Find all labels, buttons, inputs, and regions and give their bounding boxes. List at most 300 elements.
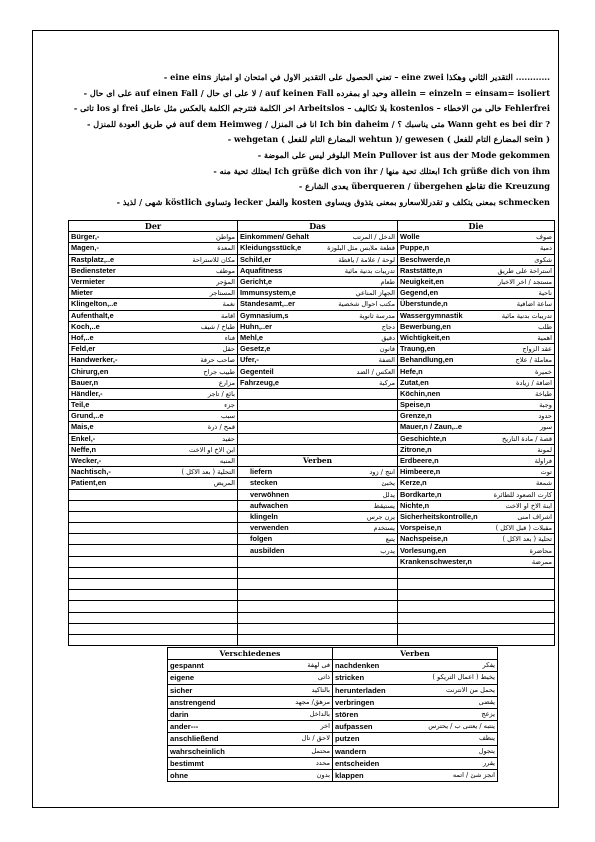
vocab-cell — [69, 590, 238, 601]
vocab-cell — [168, 769, 333, 781]
vocab-cell — [238, 310, 398, 321]
german-word: Zutat,en — [400, 377, 429, 387]
vocab-cell — [238, 321, 398, 332]
table-row — [69, 422, 555, 433]
arabic-translation: ابنة الاخ او الاخت — [505, 501, 552, 510]
vocab-cell — [398, 355, 555, 366]
vocab-cell — [398, 422, 555, 433]
german-word: ander--- — [170, 722, 199, 732]
note-line: - eine eins تعني الحصول على التقدير الاول في امتحان او امتياز – eine zwei التقدير الثاني وهكذا ............ — [163, 72, 550, 82]
arabic-translation: جزء — [224, 401, 235, 410]
german-word: Chirurg,en — [71, 366, 109, 376]
vocab-cell — [238, 590, 398, 601]
arabic-translation: طبيب جراح — [203, 367, 235, 376]
german-word: Traung,en — [400, 344, 436, 354]
table-row — [69, 321, 555, 332]
german-word: wandern — [335, 746, 367, 756]
arabic-translation: قصة / مادة التاريخ — [502, 434, 552, 443]
german-word: Vorspeise,n — [400, 523, 442, 533]
vocab-cell — [69, 623, 238, 634]
german-word: liefern — [250, 467, 273, 477]
table-row — [69, 634, 555, 645]
header-verschiedenes: Verschiedenes — [168, 648, 333, 660]
vocab-cell — [69, 377, 238, 388]
arabic-translation: فراولة — [534, 457, 552, 466]
german-word: Huhn,..er — [240, 321, 273, 331]
german-word: Hefe,n — [400, 366, 423, 376]
german-word: Wichtigkeit,en — [400, 332, 451, 342]
note-line: - على اى حال auf einen Fall / لا على اى حال / auf keinen Fall وحيد او بمفرده allein = einzeln = einsam= isoliert — [83, 87, 550, 98]
vocab-cell — [333, 684, 498, 696]
german-word: Wolle — [400, 232, 420, 242]
vocab-cell — [69, 254, 238, 265]
german-word: Krankenschwester,n — [400, 556, 472, 566]
table-row — [69, 276, 555, 287]
vocab-cell — [168, 745, 333, 757]
german-word: Händler,- — [71, 388, 103, 398]
arabic-translation: التحلية ( بعد الاكل ) — [181, 468, 235, 477]
german-word: Klingelton,..e — [71, 299, 118, 309]
arabic-translation: الضفة — [378, 356, 395, 365]
german-word: Hof,..e — [71, 332, 94, 342]
vocab-cell — [333, 757, 498, 769]
vocab-cell — [238, 422, 398, 433]
arabic-translation: بائع / تاجر — [207, 389, 235, 398]
header-die: Die — [398, 221, 555, 232]
vocab-cell — [398, 232, 555, 243]
german-word: Bauer,n — [71, 377, 99, 387]
vocab-cell — [398, 634, 555, 645]
arabic-translation: مواطن — [215, 233, 235, 242]
vocab-cell — [398, 310, 555, 321]
table-row — [69, 511, 555, 522]
german-word: Raststätte,n — [400, 265, 443, 275]
arabic-translation: طباخة — [535, 389, 552, 398]
german-word: putzen — [335, 734, 360, 744]
arabic-translation: يستخدم — [373, 524, 395, 533]
german-word: Nichte,n — [400, 500, 430, 510]
table-row — [69, 366, 555, 377]
vocab-cell — [398, 411, 555, 422]
arabic-translation: فى لهفة — [307, 661, 330, 670]
arabic-translation: محاضرة — [529, 546, 552, 555]
arabic-translation: ينتبه / يعتنى ب / يحترس — [428, 722, 495, 731]
vocab-cell — [69, 455, 238, 466]
vocab-cell — [398, 455, 555, 466]
vocab-cell — [69, 344, 238, 355]
arabic-translation: توت — [540, 468, 552, 477]
german-word: Zitrone,n — [400, 444, 432, 454]
vocab-cell — [69, 567, 238, 578]
vocab-cell — [238, 355, 398, 366]
german-word: ohne — [170, 770, 189, 780]
arabic-translation: يستيقظ — [373, 501, 395, 510]
german-word: stören — [335, 710, 359, 720]
arabic-translation: موظف — [215, 266, 235, 275]
vocab-cell — [238, 500, 398, 511]
vocab-cell — [398, 265, 555, 276]
vocab-cell — [69, 545, 238, 556]
vocab-cell — [398, 321, 555, 332]
german-word: Wassergymnastik — [400, 310, 463, 320]
table-row — [69, 265, 555, 276]
arabic-translation: حقل — [222, 345, 235, 354]
vocab-cell — [168, 684, 333, 696]
german-word: aufpassen — [335, 722, 373, 732]
german-word: Enkel,- — [71, 433, 96, 443]
vocab-cell — [238, 612, 398, 623]
verben-subheader — [238, 455, 398, 466]
vocab-cell — [69, 579, 238, 590]
arabic-translation: كارت الصعود للطائرة — [493, 490, 552, 499]
arabic-translation: بالداخل — [309, 710, 330, 719]
german-word: nachdenken — [335, 661, 380, 671]
arabic-translation: فناء — [224, 333, 235, 342]
german-word: anstrengend — [170, 697, 216, 707]
german-word: verbringen — [335, 697, 375, 707]
german-word: Handwerker,- — [71, 355, 118, 365]
german-word: stricken — [335, 673, 365, 683]
table-row — [69, 523, 555, 534]
arabic-translation: بالتاكيد — [311, 685, 330, 694]
vocab-cell — [69, 411, 238, 422]
arabic-translation: المريض — [213, 479, 235, 488]
arabic-translation: خميرة — [535, 367, 552, 376]
arabic-translation: شمعة — [535, 479, 552, 488]
arabic-translation: لوحة / علامة / يافطة — [338, 255, 395, 264]
arabic-translation: ممرضة — [531, 557, 552, 566]
arabic-translation: قطعة ملابس مثل البلوزة — [327, 244, 395, 253]
vocab-cell — [238, 634, 398, 645]
arabic-translation: الجهاز المناعي — [355, 289, 395, 298]
german-word: sicher — [170, 685, 193, 695]
note-line: - wehgetan ( المضارع التام للفعل wehtun )/ gewesen ( المضارع التام للفعل sein ) — [227, 134, 550, 145]
vocab-cell — [238, 523, 398, 534]
arabic-translation: تدريبات بدنية مائية — [501, 311, 552, 320]
vocab-cell — [69, 265, 238, 276]
table-row — [168, 672, 498, 684]
german-word: Patient,en — [71, 478, 107, 488]
german-word: klingeln — [250, 511, 278, 521]
notes-section — [60, 70, 550, 210]
german-word: Gymnasium,s — [240, 310, 289, 320]
arabic-translation: عقد الزواج — [522, 345, 552, 354]
arabic-translation: دجاج — [381, 322, 395, 331]
german-word: Gericht,e — [240, 277, 273, 287]
arabic-translation: محدد — [315, 758, 330, 767]
note-line: - في طريق العودة للمنزل auf dem Heimweg / انا فى المنزل Ich bin daheim / متى يناسبك ؟ Wann geht es bei dir ? — [87, 118, 550, 129]
german-word: ausbilden — [250, 545, 285, 555]
table-header-row — [69, 221, 555, 232]
german-word: Köchin,nen — [400, 388, 441, 398]
vocab-cell — [238, 265, 398, 276]
german-word: Gegend,en — [400, 288, 439, 298]
german-word: Neuigkeit,en — [400, 277, 444, 287]
table-row — [69, 455, 555, 466]
vocab-cell — [333, 721, 498, 733]
vocab-cell — [333, 745, 498, 757]
arabic-translation: نغمة — [222, 300, 235, 309]
arabic-translation: طلب — [538, 322, 552, 331]
table-row — [168, 684, 498, 696]
vocab-cell — [238, 366, 398, 377]
arabic-translation: قانون — [379, 345, 395, 354]
vocab-cell — [398, 299, 555, 310]
german-word: Bordkarte,n — [400, 489, 442, 499]
arabic-translation: لاحق / تال — [301, 734, 330, 743]
german-word: verwöhnen — [250, 489, 290, 499]
arabic-translation: ساعة اضافية — [516, 300, 552, 309]
vocab-cell — [69, 467, 238, 478]
table-row — [69, 623, 555, 634]
german-word: Beschwerde,n — [400, 254, 451, 264]
vocab-cell — [238, 411, 398, 422]
table-row — [168, 708, 498, 720]
table-row — [69, 579, 555, 590]
arabic-translation: مكان للاستراحة — [192, 255, 235, 264]
german-word: Grenze,n — [400, 411, 432, 421]
german-word: Bürger,- — [71, 232, 100, 242]
table-row — [69, 254, 555, 265]
table-row — [69, 355, 555, 366]
german-word: Kerze,n — [400, 478, 427, 488]
vocab-cell — [69, 232, 238, 243]
german-word: Magen,- — [71, 243, 99, 253]
arabic-translation: انتج / زود — [369, 468, 395, 477]
arabic-translation: محتمل — [311, 746, 330, 755]
vocab-cell — [398, 601, 555, 612]
arabic-translation: طعام — [380, 278, 395, 287]
vocab-cell — [238, 623, 398, 634]
german-word: bestimmt — [170, 758, 204, 768]
arabic-translation: اخر — [320, 722, 330, 731]
table-row — [168, 721, 498, 733]
arabic-translation: مرهق/ مجهد — [295, 697, 330, 706]
vocab-cell — [333, 660, 498, 672]
german-word: herunterladen — [335, 685, 386, 695]
german-word: Mehl,e — [240, 332, 263, 342]
arabic-translation: يخبئ — [381, 479, 395, 488]
german-word: Vorlesung,en — [400, 545, 447, 555]
vocab-cell — [238, 467, 398, 478]
german-word: Mauer,n / Zaun,..e — [400, 422, 463, 432]
arabic-translation: تدريبات بدنية مائية — [344, 266, 395, 275]
arabic-translation: لمونة — [537, 445, 552, 454]
table-row — [69, 567, 555, 578]
german-word: Ufer,- — [240, 355, 259, 365]
arabic-translation: بدون — [316, 770, 330, 779]
verben-label: Verben — [303, 456, 332, 466]
vocab-cell — [238, 511, 398, 522]
arabic-translation: يرن جرس — [366, 512, 395, 521]
vocab-cell — [69, 433, 238, 444]
arabic-translation: حدود — [538, 412, 552, 421]
arabic-translation: يحمل من الانترنت — [445, 685, 495, 694]
note-line: - شهى / لذيذ köstlich وتساوى lecker والفعل kosten بمعنى يتكلف و تقدرللاسعارو بمعنى يتذوق ويساوى schmecken — [116, 196, 550, 207]
vocab-cell — [168, 660, 333, 672]
german-word: Grund,..e — [71, 411, 104, 421]
table-row — [69, 612, 555, 623]
arabic-translation: ابن الاخ او الاخت — [189, 445, 235, 454]
vocab-cell — [398, 579, 555, 590]
vocab-cell — [238, 433, 398, 444]
german-word: Feld,er — [71, 344, 96, 354]
vocab-cell — [238, 276, 398, 287]
arabic-translation: انجز شئ / اتمه — [452, 770, 495, 779]
arabic-translation: سور — [539, 423, 552, 432]
arabic-translation: مدرسة ثانوية — [359, 311, 395, 320]
vocab-cell — [333, 708, 498, 720]
vocab-cell — [69, 500, 238, 511]
arabic-translation: معاملة / علاج — [515, 356, 552, 365]
arabic-translation: ناحية — [538, 289, 552, 298]
vocab-cell — [238, 444, 398, 455]
german-word: Koch,..e — [71, 321, 100, 331]
german-word: Aufenthalt,e — [71, 310, 114, 320]
vocab-cell — [398, 545, 555, 556]
vocab-cell — [238, 388, 398, 399]
vocab-cell — [238, 232, 398, 243]
vocab-cell — [69, 243, 238, 254]
table-row — [69, 288, 555, 299]
vocab-cell — [238, 556, 398, 567]
german-word: Aquafitness — [240, 265, 283, 275]
vocab-cell — [398, 590, 555, 601]
note-line: - ابعتلك تحية منه Ich grüße dich von ihr / ابعتلك تحية منها Ich grüße dich von ihm — [213, 165, 550, 176]
german-word: klappen — [335, 770, 364, 780]
vocab-cell — [398, 366, 555, 377]
vocab-cell — [333, 733, 498, 745]
vocab-cell — [69, 612, 238, 623]
vocab-cell — [238, 254, 398, 265]
german-word: eigene — [170, 673, 195, 683]
arabic-translation: ذاتى — [317, 673, 330, 682]
arabic-translation: مركبة — [379, 378, 395, 387]
table-row — [69, 232, 555, 243]
arabic-translation: سبب — [221, 412, 235, 421]
vocab-cell — [238, 601, 398, 612]
table-row — [69, 601, 555, 612]
table-row — [168, 733, 498, 745]
arabic-translation: يتجول — [478, 746, 495, 755]
table-row — [69, 332, 555, 343]
vocab-cell — [398, 332, 555, 343]
german-word: Geschichte,n — [400, 433, 447, 443]
header-das: Das — [238, 221, 398, 232]
arabic-translation: مقبلات ( قبل الاكل ) — [495, 524, 552, 533]
arabic-translation: يزعج — [481, 710, 495, 719]
german-word: folgen — [250, 534, 273, 544]
german-word: wahrscheinlich — [170, 746, 225, 756]
vocab-cell — [398, 567, 555, 578]
vocab-cell — [238, 377, 398, 388]
german-word: Schild,er — [240, 254, 272, 264]
vocab-cell — [168, 721, 333, 733]
note-line: - يعدى الشارع überqueren / übergehen تقاطع die Kreuzung — [298, 181, 550, 192]
german-word: Überstunde,n — [400, 299, 448, 309]
arabic-translation: العكس / الضد — [356, 367, 395, 376]
table-row — [69, 444, 555, 455]
arabic-translation: المؤجر — [216, 278, 235, 287]
table-row — [69, 556, 555, 567]
extra-vocabulary-table — [167, 647, 498, 782]
table-row — [69, 344, 555, 355]
arabic-translation: يتبع — [385, 535, 395, 544]
german-word: stecken — [250, 478, 278, 488]
arabic-translation: المستاجر — [209, 289, 235, 298]
vocab-cell — [398, 523, 555, 534]
german-word: Wecker,- — [71, 456, 102, 466]
vocab-cell — [398, 511, 555, 522]
vocab-cell — [238, 344, 398, 355]
vocab-cell — [69, 321, 238, 332]
table-row — [69, 388, 555, 399]
german-word: Teil,e — [71, 400, 90, 410]
arabic-translation: استراحة على طريق — [497, 266, 552, 275]
header-der: Der — [69, 221, 238, 232]
vocab-cell — [168, 733, 333, 745]
arabic-translation: مستجد / اخر الاخبار — [497, 278, 552, 287]
vocab-cell — [69, 276, 238, 287]
vocab-cell — [398, 276, 555, 287]
table-row — [69, 400, 555, 411]
arabic-translation: الدخل / المرتب — [352, 233, 395, 242]
vocab-cell — [69, 332, 238, 343]
german-word: Fahrzeug,e — [240, 377, 280, 387]
german-word: Sicherheitskontrolle,n — [400, 511, 478, 521]
vocab-cell — [69, 489, 238, 500]
vocab-cell — [69, 388, 238, 399]
table-row — [69, 489, 555, 500]
vocab-cell — [69, 366, 238, 377]
vocab-cell — [69, 299, 238, 310]
header-verben: Verben — [333, 648, 498, 660]
vocab-cell — [238, 400, 398, 411]
vocab-cell — [398, 243, 555, 254]
arabic-translation: شكوى — [534, 255, 552, 264]
arabic-translation: اشراف امنى — [517, 512, 552, 521]
table-row — [168, 745, 498, 757]
german-word: entscheiden — [335, 758, 380, 768]
vocab-cell — [168, 696, 333, 708]
german-word: Speise,n — [400, 400, 431, 410]
vocab-cell — [398, 400, 555, 411]
vocab-cell — [69, 400, 238, 411]
note-line: - البلوفر ليس على الموضة Mein Pullover ist aus der Mode gekommen — [257, 149, 550, 160]
vocab-cell — [69, 478, 238, 489]
table-row — [69, 590, 555, 601]
arabic-translation: يقرر — [483, 758, 495, 767]
vocab-cell — [333, 672, 498, 684]
german-word: gespannt — [170, 661, 204, 671]
table-header-row — [168, 648, 498, 660]
vocab-cell — [168, 672, 333, 684]
german-word: Gesetz,e — [240, 344, 271, 354]
vocab-cell — [238, 332, 398, 343]
vocab-cell — [238, 534, 398, 545]
vocab-cell — [398, 433, 555, 444]
vocab-cell — [69, 556, 238, 567]
vocab-cell — [398, 489, 555, 500]
arabic-translation: وجبة — [539, 401, 552, 410]
table-row — [168, 660, 498, 672]
arabic-translation: طباخ / شيف — [200, 322, 235, 331]
vocab-cell — [398, 556, 555, 567]
vocab-cell — [333, 769, 498, 781]
vocab-cell — [398, 377, 555, 388]
vocab-cell — [333, 696, 498, 708]
german-word: Bediensteter — [71, 265, 116, 275]
